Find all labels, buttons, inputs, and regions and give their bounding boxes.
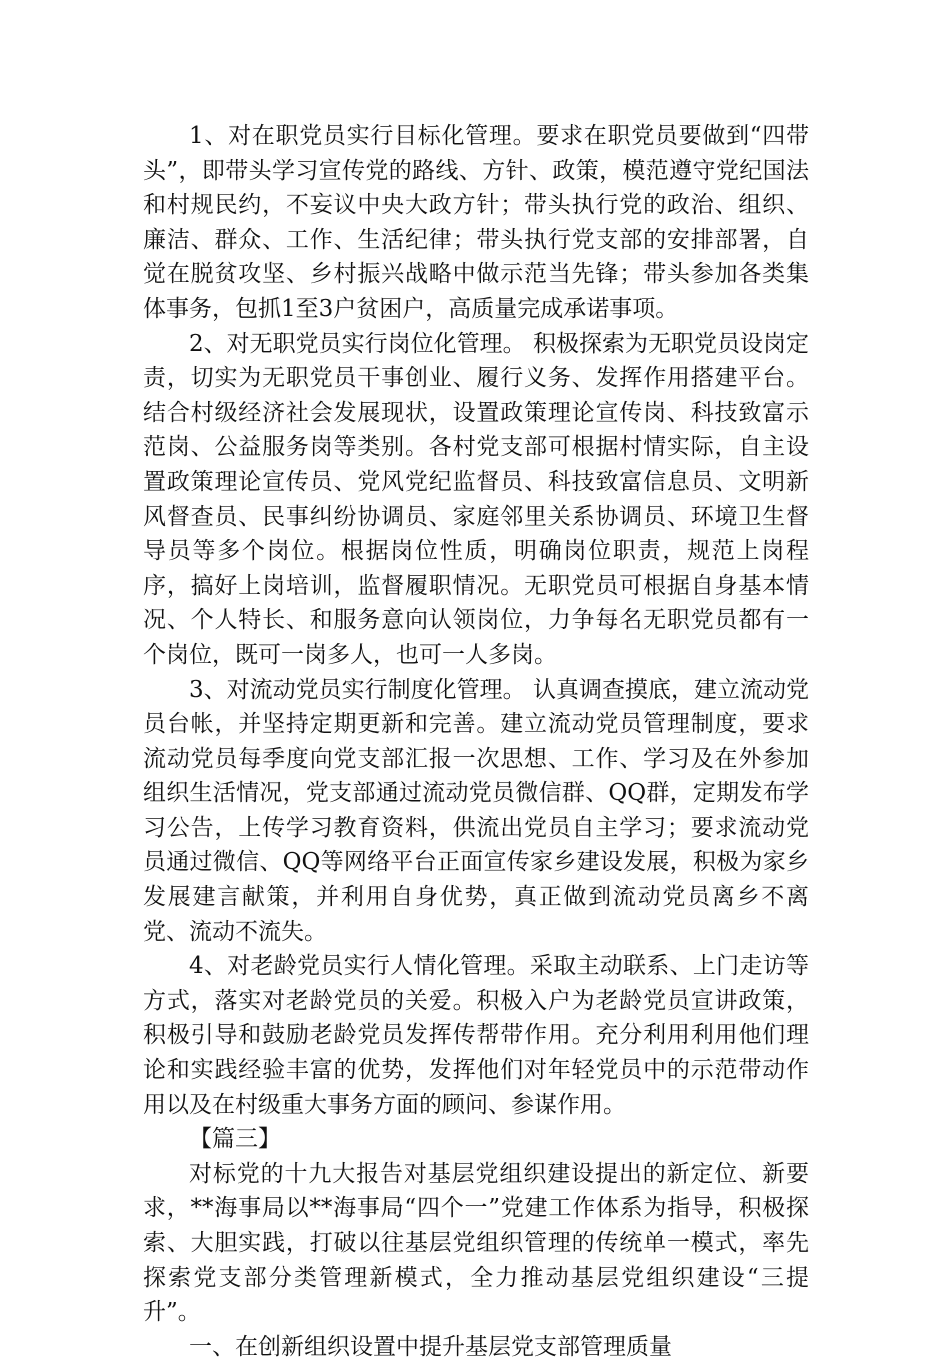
paragraph-introduction: 对标党的十九大报告对基层党组织建设提出的新定位、新要求，**海事局以**海事局“四个一”党建工作体系为指导，积极探索、大胆实践，打破以往基层党组织管理的传统单一模式，率先探索党支部分类管理新模式，全力推动基层党组织建设“三提升”。 <box>143 1160 809 1326</box>
paragraph-system-management: 3、对流动党员实行制度化管理。 认真调查摸底，建立流动党员台帐，并坚持定期更新和完善。建立流动党员管理制度，要求流动党员每季度向党支部汇报一次思想、工作、学习及在外参加组织生活情况，党支部通过流动党员微信群、QQ群，定期发布学习公告，上传学习教育资料，供流出党员自主学习；要求流动党员通过微信、QQ等网络平台正面宣传家乡建设发展，积极为家乡发展建言献策，并利用自身优势，真正做到流动党员离乡不离党、流动不流失。 <box>143 676 809 945</box>
paragraph-target-management: 1、对在职党员实行目标化管理。要求在职党员要做到“四带头”，即带头学习宣传党的路线、方针、政策，模范遵守党纪国法和村规民约，不妄议中央大政方针；带头执行党的政治、组织、廉洁、群众、工作、生活纪律；带头执行党支部的安排部署，自觉在脱贫攻坚、乡村振兴战略中做示范当先锋；带头参加各类集体事务，包抓1至3户贫困户，高质量完成承诺事项。 <box>143 123 809 322</box>
section-heading-part-three: 【篇三】 <box>189 1126 281 1153</box>
document-body <box>143 119 809 1364</box>
subheading-one: 一、在创新组织设置中提升基层党支部管理质量 <box>189 1333 672 1360</box>
paragraph-post-management: 2、对无职党员实行岗位化管理。 积极探索为无职党员设岗定责，切实为无职党员干事创业、履行义务、发挥作用搭建平台。结合村级经济社会发展现状，设置政策理论宣传岗、科技致富示范岗、公益服务岗等类别。各村党支部可根据村情实际，自主设置政策理论宣传员、党风党纪监督员、科技致富信息员、文明新风督查员、民事纠纷协调员、家庭邻里关系协调员、环境卫生督导员等多个岗位。根据岗位性质，明确岗位职责，规范上岗程序，搞好上岗培训，监督履职情况。无职党员可根据自身基本情况、个人特长、和服务意向认领岗位，力争每名无职党员都有一个岗位，既可一岗多人，也可一人多岗。 <box>143 330 809 668</box>
paragraph-humane-management: 4、对老龄党员实行人情化管理。采取主动联系、上门走访等方式，落实对老龄党员的关爱。积极入户为老龄党员宣讲政策，积极引导和鼓励老龄党员发挥传帮带作用。充分利用利用他们理论和实践经验丰富的优势，发挥他们对年轻党员中的示范带动作用以及在村级重大事务方面的顾问、参谋作用。 <box>143 953 809 1118</box>
